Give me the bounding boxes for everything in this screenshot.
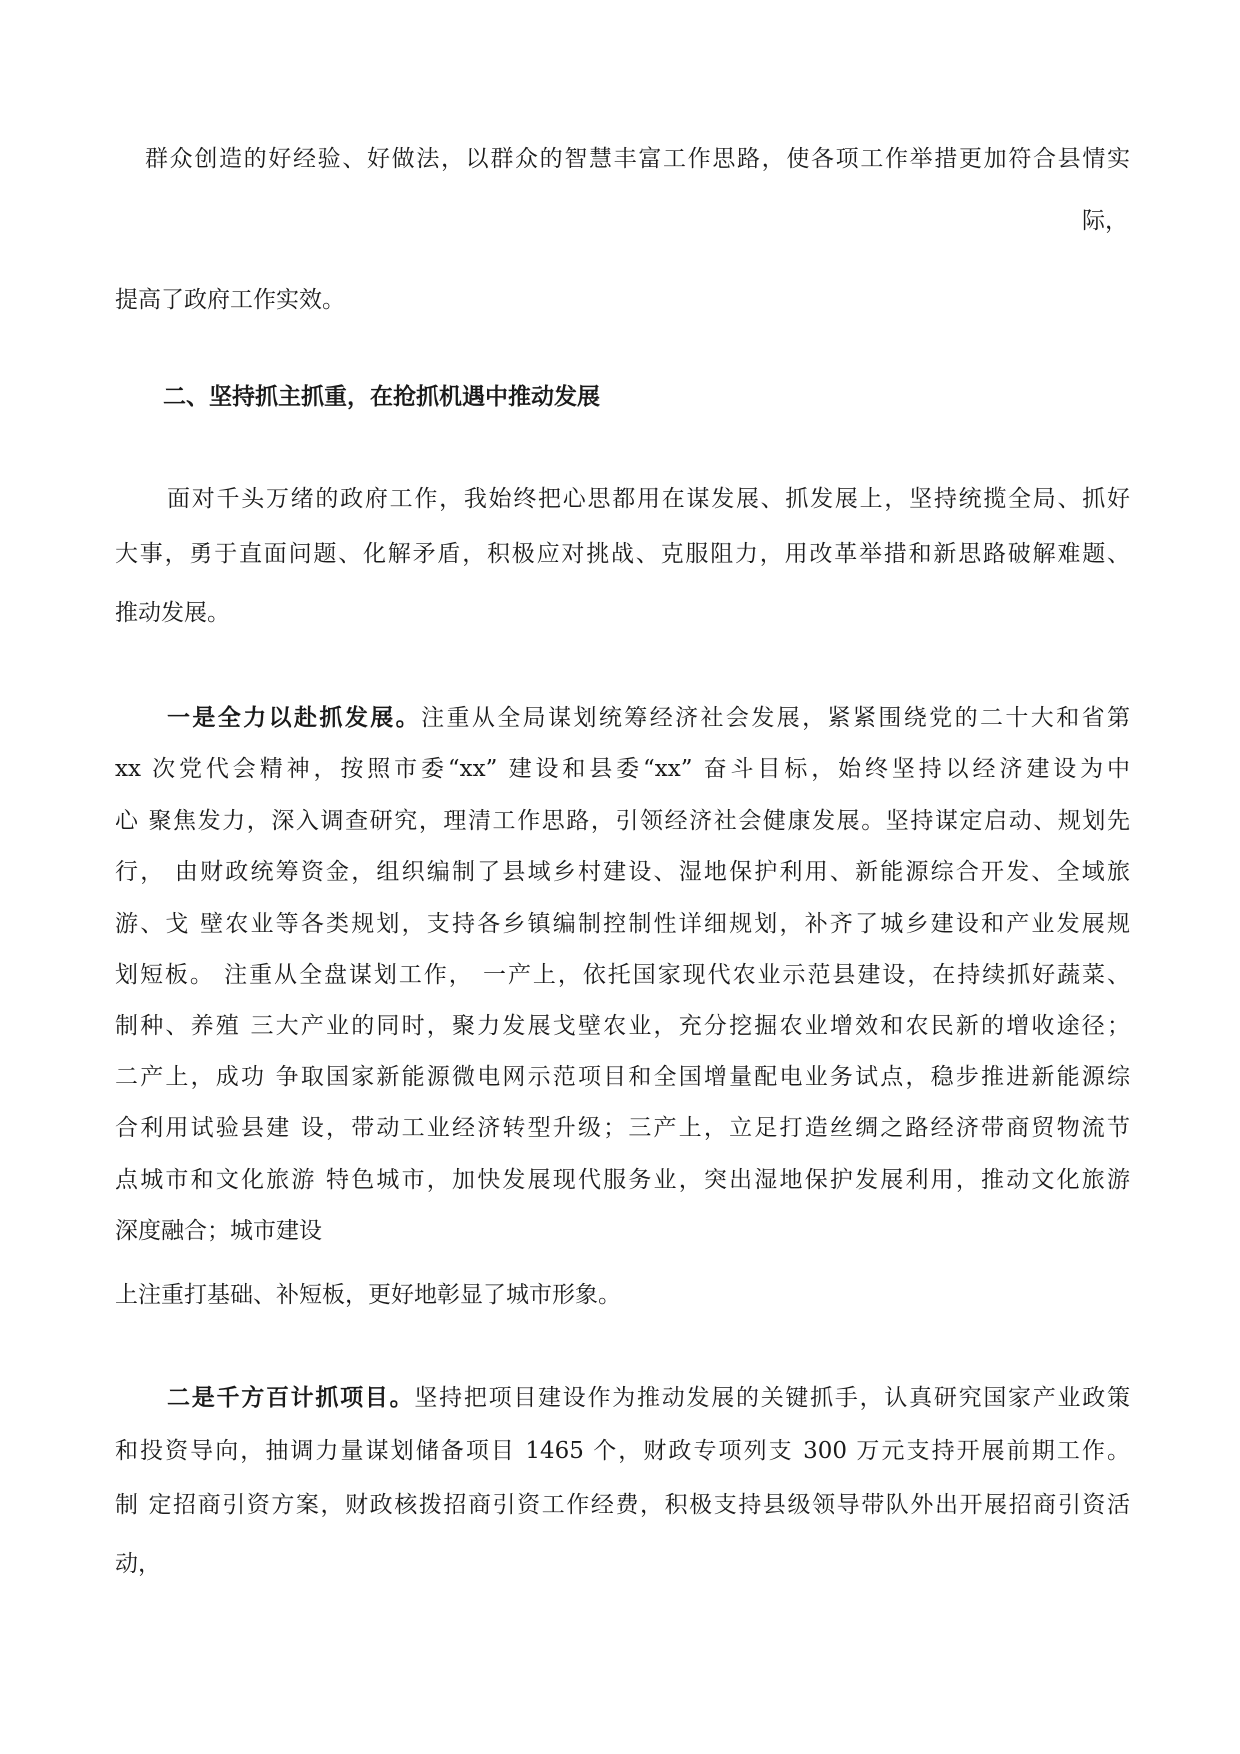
item-first-line-text: 坚持把项目建设作为推动发展的关键抓手，认真研究国家产业政策 [414,1385,1131,1411]
item-first-line [167,1383,1130,1413]
paragraph-line: 游、戈 壁农业等各类规划，支持各乡镇编制控制性详细规划，补齐了城乡建设和产业发展规 [115,911,1130,937]
paragraph-line: 心 聚焦发力，深入调查研究，理清工作思路，引领经济社会健康发展。坚持谋定启动、规划先 [115,808,1130,834]
paragraph-line: 制 定招商引资方案，财政核拨招商引资工作经费，积极支持县级领导带队外出开展招商引资活 [115,1492,1130,1518]
paragraph-line: 制种、养殖 三大产业的同时，聚力发展戈壁农业，充分挖掘农业增效和农民新的增收途径； [115,1013,1130,1039]
section-heading: 二、坚持抓主抓重，在抢抓机遇中推动发展 [163,383,600,410]
item-first-line-text: 注重从全局谋划统筹经济社会发展，紧紧围绕党的二十大和省第 [421,705,1131,731]
paragraph-line: 际， [1082,208,1128,234]
paragraph-line: xx 次党代会精神，按照市委“xx” 建设和县委“xx” 奋斗目标，始终坚持以经济建设为中 [115,756,1130,782]
paragraph-line: 动， [115,1551,161,1577]
item-lead-heading: 二是千方百计抓项目。 [167,1384,415,1411]
paragraph-line: 划短板。 注重从全盘谋划工作， 一产上，依托国家现代农业示范县建设，在持续抓好蔬菜、 [115,962,1130,988]
paragraph-line: 深度融合；城市建设 [115,1218,322,1244]
item-lead-heading: 一是全力以赴抓发展。 [167,704,422,731]
paragraph-line: 合利用试验县建 设，带动工业经济转型升级；三产上，立足打造丝绸之路经济带商贸物流节 [115,1115,1130,1141]
paragraph-line: 提高了政府工作实效。 [115,287,345,313]
item-first-line [167,703,1130,733]
paragraph-line: 群众创造的好经验、好做法，以群众的智慧丰富工作思路，使各项工作举措更加符合县情实 [145,146,1130,172]
paragraph-line: 上注重打基础、补短板，更好地彰显了城市形象。 [115,1282,621,1308]
paragraph-line: 推动发展。 [115,600,230,626]
paragraph-line: 点城市和文化旅游 特色城市，加快发展现代服务业，突出湿地保护发展利用，推动文化旅游 [115,1167,1130,1193]
paragraph-line: 行， 由财政统筹资金，组织编制了县域乡村建设、湿地保护利用、新能源综合开发、全域旅 [115,859,1130,885]
paragraph-line: 面对千头万绪的政府工作，我始终把心思都用在谋发展、抓发展上，坚持统揽全局、抓好 [167,486,1130,512]
paragraph-line: 大事，勇于直面问题、化解矛盾，积极应对挑战、克服阻力，用改革举措和新思路破解难题、 [115,541,1130,567]
paragraph-line: 和投资导向，抽调力量谋划储备项目 1465 个，财政专项列支 300 万元支持开展前期工作。 [115,1438,1130,1464]
paragraph-line: 二产上，成功 争取国家新能源微电网示范项目和全国增量配电业务试点，稳步推进新能源综 [115,1064,1130,1090]
